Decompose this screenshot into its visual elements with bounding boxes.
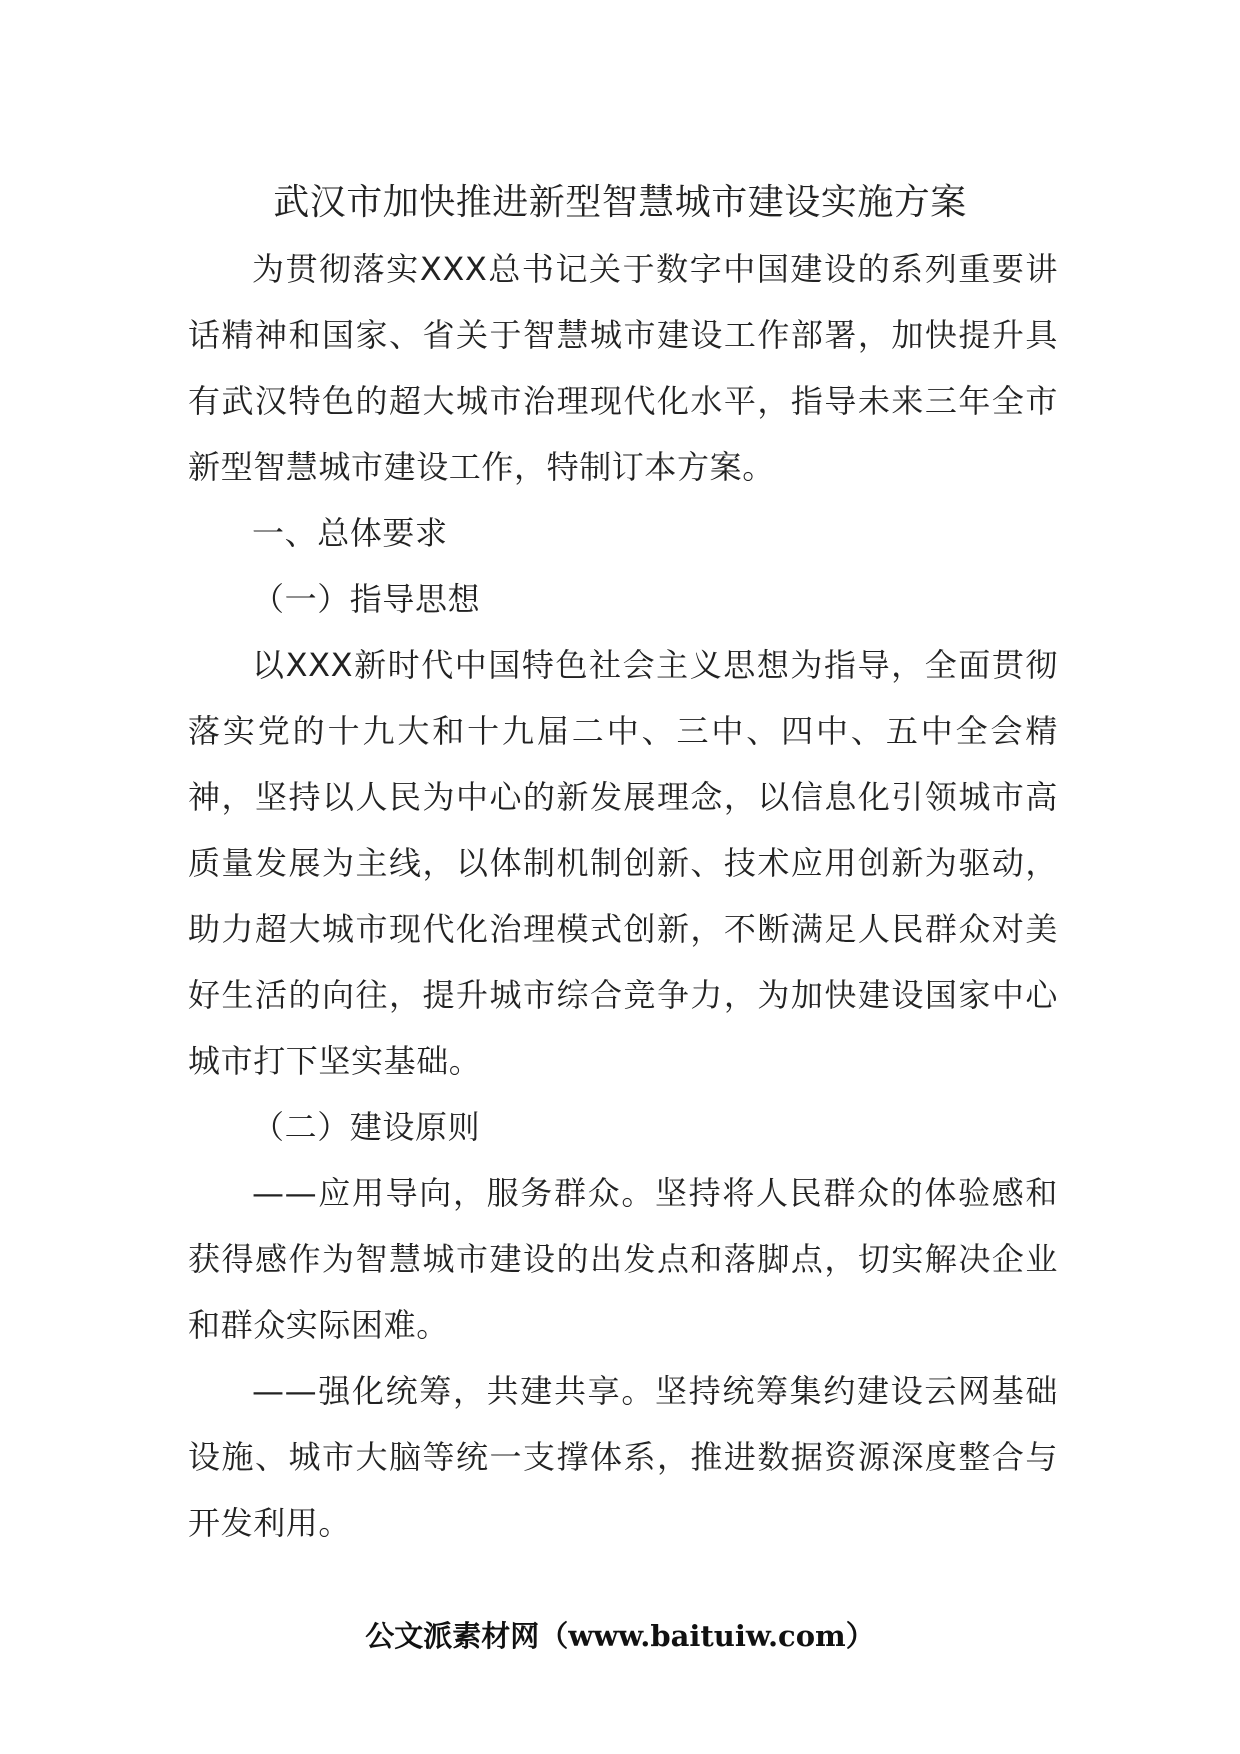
subsection-heading-guiding-ideology: （一）指导思想: [252, 580, 481, 618]
guiding-ideology-paragraph: 以XXX新时代中国特色社会主义思想为指导，全面贯彻落实党的十九大和十九届二中、三中、四中、五中全会精神，坚持以人民为中心的新发展理念，以信息化引领城市高质量发展为主线，以体制机制创新、技术应用创新为驱动，助力超大城市现代化治理模式创新，不断满足人民群众对美好生活的向往，提升城市综合竞争力，为加快建设国家中心城市打下坚实基础。: [188, 646, 1058, 1080]
principle-paragraph-application-oriented: ——应用导向，服务群众。坚持将人民群众的体验感和获得感作为智慧城市建设的出发点和落脚点，切实解决企业和群众实际困难。: [188, 1174, 1058, 1344]
intro-paragraph: 为贯彻落实XXX总书记关于数字中国建设的系列重要讲话精神和国家、省关于智慧城市建设工作部署，加快提升具有武汉特色的超大城市治理现代化水平，指导未来三年全市新型智慧城市建设工作，特制订本方案。: [188, 250, 1058, 486]
section-heading-overall-requirements: 一、总体要求: [252, 514, 448, 552]
subsection-heading-construction-principles: （二）建设原则: [252, 1108, 481, 1146]
principle-paragraph-coordination: ——强化统筹，共建共享。坚持统筹集约建设云网基础设施、城市大脑等统一支撑体系，推进数据资源深度整合与开发利用。: [188, 1372, 1058, 1542]
footer-watermark-text: 公文派素材网（www.baituiw.com）: [365, 1619, 875, 1653]
document-body: [188, 236, 1058, 1556]
document-title: 武汉市加快推进新型智慧城市建设实施方案: [273, 182, 967, 223]
